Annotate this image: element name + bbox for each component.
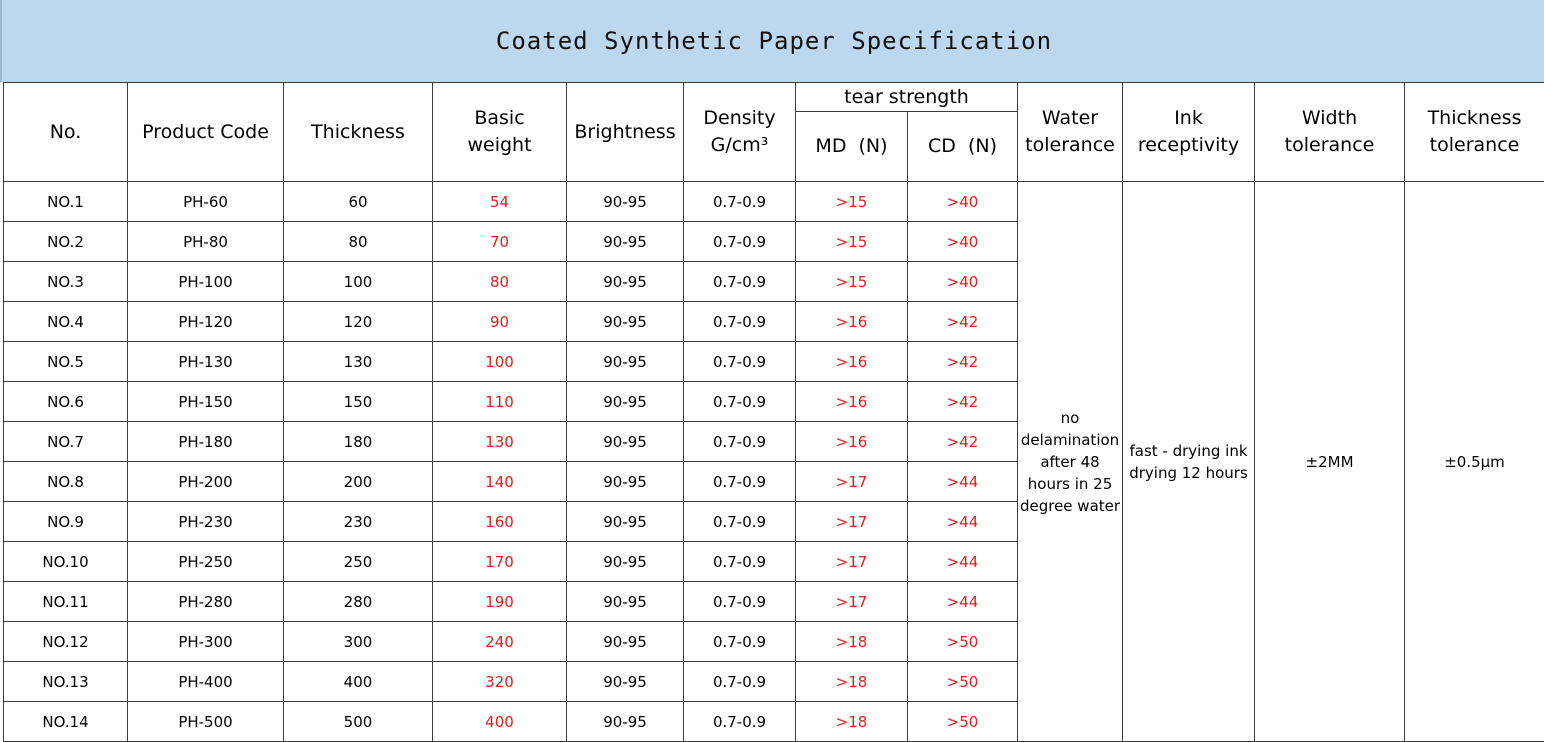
cell-md: >17: [796, 582, 908, 622]
cell-basic-weight: 90: [433, 302, 567, 342]
cell-density: 0.7-0.9: [684, 462, 796, 502]
title-text: Coated Synthetic Paper Specification: [496, 27, 1052, 55]
header-ink-receptivity: [1123, 83, 1255, 182]
cell-no: NO.14: [4, 702, 128, 742]
cell-basic-weight: 130: [433, 422, 567, 462]
cell-cd: >40: [908, 182, 1018, 222]
water-tolerance-line: no: [1018, 407, 1122, 429]
cell-basic-weight: 240: [433, 622, 567, 662]
cell-cd: >40: [908, 222, 1018, 262]
water-tolerance-line: hours in 25: [1018, 473, 1122, 495]
cell-product-code: PH-250: [128, 542, 284, 582]
cell-thickness: 280: [284, 582, 433, 622]
cell-brightness: 90-95: [567, 182, 684, 222]
cell-basic-weight: 100: [433, 342, 567, 382]
cell-product-code: PH-150: [128, 382, 284, 422]
cell-md: >16: [796, 302, 908, 342]
cell-thickness: 200: [284, 462, 433, 502]
cell-cd: >44: [908, 542, 1018, 582]
ink-receptivity-line: fast - drying ink: [1123, 440, 1254, 462]
header-width-tolerance: [1255, 83, 1405, 182]
cell-cd: >44: [908, 502, 1018, 542]
cell-basic-weight: 54: [433, 182, 567, 222]
water-tolerance-line: degree water: [1018, 495, 1122, 517]
header-thickness-tolerance-line2: tolerance: [1405, 132, 1544, 159]
page-title: [0, 0, 1544, 82]
ink-receptivity-value: [1123, 182, 1255, 742]
header-density-line2: G/cm³: [684, 132, 795, 159]
cell-cd: >40: [908, 262, 1018, 302]
cell-cd: >44: [908, 582, 1018, 622]
cell-brightness: 90-95: [567, 462, 684, 502]
water-tolerance-line: after 48: [1018, 451, 1122, 473]
cell-no: NO.4: [4, 302, 128, 342]
cell-thickness: 500: [284, 702, 433, 742]
cell-no: NO.2: [4, 222, 128, 262]
header-thickness-tolerance: [1405, 83, 1544, 182]
cell-thickness: 300: [284, 622, 433, 662]
cell-md: >18: [796, 662, 908, 702]
cell-cd: >50: [908, 702, 1018, 742]
cell-product-code: PH-180: [128, 422, 284, 462]
cell-density: 0.7-0.9: [684, 502, 796, 542]
cell-basic-weight: 320: [433, 662, 567, 702]
cell-density: 0.7-0.9: [684, 662, 796, 702]
cell-no: NO.1: [4, 182, 128, 222]
cell-basic-weight: 160: [433, 502, 567, 542]
header-brightness: Brightness: [567, 83, 684, 182]
cell-product-code: PH-130: [128, 342, 284, 382]
cell-density: 0.7-0.9: [684, 702, 796, 742]
cell-brightness: 90-95: [567, 342, 684, 382]
cell-cd: >42: [908, 302, 1018, 342]
cell-density: 0.7-0.9: [684, 302, 796, 342]
cell-density: 0.7-0.9: [684, 542, 796, 582]
header-no: No.: [4, 83, 128, 182]
cell-thickness: 180: [284, 422, 433, 462]
cell-thickness: 120: [284, 302, 433, 342]
ink-receptivity-line: drying 12 hours: [1123, 462, 1254, 484]
water-tolerance-value: [1018, 182, 1123, 742]
header-ink-receptivity-line1: Ink: [1123, 105, 1254, 132]
header-density-line1: Density: [684, 105, 795, 132]
cell-brightness: 90-95: [567, 502, 684, 542]
cell-product-code: PH-230: [128, 502, 284, 542]
cell-no: NO.3: [4, 262, 128, 302]
cell-product-code: PH-300: [128, 622, 284, 662]
cell-basic-weight: 70: [433, 222, 567, 262]
header-basic-weight: [433, 83, 567, 182]
cell-product-code: PH-200: [128, 462, 284, 502]
cell-basic-weight: 80: [433, 262, 567, 302]
cell-density: 0.7-0.9: [684, 182, 796, 222]
cell-brightness: 90-95: [567, 622, 684, 662]
cell-product-code: PH-80: [128, 222, 284, 262]
cell-no: NO.12: [4, 622, 128, 662]
cell-cd: >42: [908, 382, 1018, 422]
cell-brightness: 90-95: [567, 302, 684, 342]
cell-product-code: PH-60: [128, 182, 284, 222]
cell-product-code: PH-400: [128, 662, 284, 702]
cell-brightness: 90-95: [567, 262, 684, 302]
header-product-code: Product Code: [128, 83, 284, 182]
header-cd: CD (N): [908, 112, 1018, 182]
width-tolerance-value: ±2MM: [1255, 182, 1405, 742]
cell-density: 0.7-0.9: [684, 582, 796, 622]
cell-md: >17: [796, 542, 908, 582]
header-thickness: Thickness: [284, 83, 433, 182]
header-width-tolerance-line2: tolerance: [1255, 132, 1404, 159]
cell-thickness: 400: [284, 662, 433, 702]
cell-md: >15: [796, 222, 908, 262]
cell-no: NO.5: [4, 342, 128, 382]
cell-md: >15: [796, 262, 908, 302]
cell-cd: >42: [908, 422, 1018, 462]
header-water-tolerance-line1: Water: [1018, 105, 1122, 132]
header-width-tolerance-line1: Width: [1255, 105, 1404, 132]
cell-cd: >44: [908, 462, 1018, 502]
cell-no: NO.6: [4, 382, 128, 422]
cell-density: 0.7-0.9: [684, 382, 796, 422]
table-row: [4, 182, 1544, 222]
cell-basic-weight: 400: [433, 702, 567, 742]
cell-no: NO.10: [4, 542, 128, 582]
thickness-tolerance-value: ±0.5μm: [1405, 182, 1544, 742]
cell-density: 0.7-0.9: [684, 422, 796, 462]
header-tear-strength: tear strength: [796, 83, 1018, 112]
cell-density: 0.7-0.9: [684, 342, 796, 382]
cell-md: >18: [796, 622, 908, 662]
cell-brightness: 90-95: [567, 662, 684, 702]
header-density: [684, 83, 796, 182]
cell-brightness: 90-95: [567, 382, 684, 422]
cell-no: NO.9: [4, 502, 128, 542]
cell-thickness: 250: [284, 542, 433, 582]
cell-md: >15: [796, 182, 908, 222]
header-md: MD (N): [796, 112, 908, 182]
cell-basic-weight: 190: [433, 582, 567, 622]
cell-brightness: 90-95: [567, 702, 684, 742]
cell-basic-weight: 170: [433, 542, 567, 582]
cell-brightness: 90-95: [567, 582, 684, 622]
cell-thickness: 230: [284, 502, 433, 542]
header-thickness-tolerance-line1: Thickness: [1405, 105, 1544, 132]
cell-brightness: 90-95: [567, 422, 684, 462]
cell-density: 0.7-0.9: [684, 222, 796, 262]
header-water-tolerance: [1018, 83, 1123, 182]
cell-thickness: 150: [284, 382, 433, 422]
cell-brightness: 90-95: [567, 222, 684, 262]
cell-no: NO.13: [4, 662, 128, 702]
cell-basic-weight: 140: [433, 462, 567, 502]
header-basic-weight-line2: weight: [433, 132, 566, 159]
cell-cd: >42: [908, 342, 1018, 382]
cell-density: 0.7-0.9: [684, 262, 796, 302]
cell-product-code: PH-100: [128, 262, 284, 302]
spec-table-body: [4, 182, 1544, 742]
header-water-tolerance-line2: tolerance: [1018, 132, 1122, 159]
cell-md: >16: [796, 422, 908, 462]
cell-density: 0.7-0.9: [684, 622, 796, 662]
cell-thickness: 130: [284, 342, 433, 382]
header-ink-receptivity-line2: receptivity: [1123, 132, 1254, 159]
spec-table: [3, 82, 1544, 742]
cell-cd: >50: [908, 622, 1018, 662]
cell-no: NO.8: [4, 462, 128, 502]
cell-md: >17: [796, 502, 908, 542]
cell-thickness: 80: [284, 222, 433, 262]
cell-cd: >50: [908, 662, 1018, 702]
cell-basic-weight: 110: [433, 382, 567, 422]
header-basic-weight-line1: Basic: [433, 105, 566, 132]
cell-md: >18: [796, 702, 908, 742]
cell-brightness: 90-95: [567, 542, 684, 582]
cell-no: NO.11: [4, 582, 128, 622]
cell-md: >17: [796, 462, 908, 502]
cell-product-code: PH-500: [128, 702, 284, 742]
cell-thickness: 60: [284, 182, 433, 222]
cell-thickness: 100: [284, 262, 433, 302]
cell-md: >16: [796, 382, 908, 422]
cell-product-code: PH-280: [128, 582, 284, 622]
cell-md: >16: [796, 342, 908, 382]
header-row-top: [4, 83, 1544, 112]
cell-product-code: PH-120: [128, 302, 284, 342]
cell-no: NO.7: [4, 422, 128, 462]
water-tolerance-line: delamination: [1018, 429, 1122, 451]
